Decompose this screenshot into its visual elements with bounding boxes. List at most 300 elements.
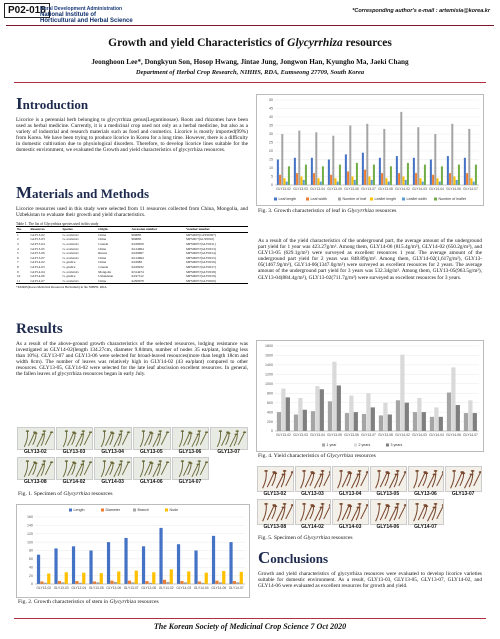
bar — [434, 134, 436, 185]
bar — [187, 571, 190, 584]
table-cell: China — [98, 278, 107, 283]
institute-logo — [40, 6, 133, 24]
bar — [369, 177, 371, 186]
results-section — [16, 321, 248, 378]
x-tick-label: GLY13-08 — [378, 433, 393, 437]
table-cell: MPS000??(GLY0020) — [186, 278, 216, 283]
bar — [240, 572, 243, 584]
specimen-photo — [210, 427, 248, 450]
x-tick-label: GLY13-04 — [71, 586, 87, 590]
fig4-caption-italic: Glycyrrhiza — [326, 453, 354, 459]
bar — [458, 165, 460, 185]
bar — [315, 132, 317, 185]
table-cell: 7 — [17, 260, 19, 265]
fig1-caption-suffix: resources — [90, 491, 113, 497]
conclusions-rest: onclusions — [270, 551, 329, 566]
legend-swatch — [434, 198, 437, 201]
y-tick-label: 1400 — [265, 363, 273, 368]
table-cell: 8 — [17, 264, 19, 269]
intro-cap: I — [16, 94, 23, 113]
bar — [464, 413, 468, 431]
fig2-chart-panel — [16, 504, 250, 598]
bar — [286, 397, 290, 431]
bar — [145, 581, 148, 584]
y-tick-label: 1600 — [265, 353, 273, 358]
bar — [422, 412, 426, 431]
y-tick-label: 1000 — [265, 381, 273, 386]
bar — [430, 160, 432, 186]
table-cell: GLY14-07 — [30, 278, 45, 283]
table-cell: China — [98, 232, 107, 237]
table-caption: Table 1. The list of Glycyrrhiza species used in this study — [16, 222, 99, 227]
y-tick-label: 50 — [269, 98, 273, 103]
table-cell: 969685 — [131, 232, 142, 237]
bar — [403, 177, 405, 186]
bar — [386, 178, 388, 185]
table-cell: GLY13-03 — [30, 237, 45, 242]
bar — [473, 413, 477, 431]
bar — [318, 178, 320, 185]
bar — [184, 582, 187, 584]
methods-cap: M — [16, 183, 33, 202]
table-cell: 10 — [17, 274, 21, 279]
table-header-cell: Resources — [30, 227, 45, 232]
bar — [311, 158, 313, 185]
introduction-heading — [16, 94, 248, 114]
x-tick-label: GLY13-02 — [36, 586, 52, 590]
bar — [356, 163, 358, 185]
title-suffix: resources — [342, 37, 392, 49]
table-cell: China — [98, 255, 107, 260]
legend-swatch — [354, 444, 357, 447]
x-tick-label: GLY14-07 — [463, 187, 478, 191]
org-line-3: Horticultural and Herbal Science — [40, 18, 133, 24]
specimen-photo — [295, 466, 332, 492]
table-cell: China — [98, 260, 107, 265]
x-tick-label: GLY14-03 — [176, 586, 192, 590]
y-tick-label: 140 — [27, 523, 33, 528]
table-cell: G. glabra — [62, 264, 76, 269]
fig2-chart — [17, 505, 249, 597]
bar — [305, 165, 307, 185]
table-cell: Uzbekistan — [98, 274, 114, 279]
x-tick-label: GLY13-08 — [378, 187, 393, 191]
bar — [322, 166, 324, 185]
methods-heading — [16, 183, 248, 203]
bar — [298, 398, 302, 431]
bar — [328, 401, 332, 431]
bar — [166, 582, 169, 584]
fig2-caption — [18, 599, 159, 605]
bar — [430, 417, 434, 431]
bar — [396, 400, 400, 431]
fig5-caption-suffix: resources — [330, 535, 353, 541]
table-cell: K169959 — [131, 241, 144, 246]
bar — [277, 412, 281, 431]
bar — [114, 582, 117, 584]
bar — [415, 173, 417, 185]
x-tick-label: GLY13-02 — [276, 187, 291, 191]
bar — [288, 166, 290, 185]
legend-label: Leaflet length — [374, 197, 397, 201]
table-cell: GLY13-05 — [30, 246, 45, 251]
bar — [337, 182, 339, 185]
bar — [298, 131, 300, 185]
legend-label: Leaf width — [310, 197, 327, 201]
table-cell: K169932 — [131, 264, 144, 269]
fig5-specimen-grid — [256, 466, 482, 532]
x-tick-label: GLY13-07 — [361, 433, 376, 437]
bar — [286, 182, 288, 185]
bar — [337, 385, 341, 431]
bar — [456, 405, 460, 431]
bar — [170, 569, 173, 584]
table-cell: G. uralensis — [62, 246, 79, 251]
table-cell: Canada — [98, 264, 109, 269]
x-tick-label: GLY13-05 — [327, 433, 342, 437]
bar — [72, 546, 75, 584]
y-tick-label: 400 — [267, 410, 273, 415]
bar — [420, 178, 422, 185]
specimen-label: GLY13-07 — [451, 491, 475, 497]
x-tick-label: GLY13-03 — [53, 586, 69, 590]
bar — [40, 581, 43, 584]
specimen-label: GLY13-06 — [414, 491, 437, 497]
fig3-chart-panel — [256, 94, 484, 206]
table-header-cell: No. — [17, 227, 22, 232]
fig4-chart — [257, 341, 483, 451]
bar — [473, 182, 475, 185]
bar — [124, 538, 127, 584]
bar — [301, 177, 303, 186]
bar — [456, 180, 458, 185]
bar — [89, 551, 92, 585]
table-cell: K16982 — [131, 260, 143, 265]
fig1-caption — [18, 491, 113, 497]
x-tick-label: GLY14-06 — [446, 433, 461, 437]
bar — [320, 389, 324, 431]
specimen-label: GLY13-08 — [24, 479, 47, 485]
bar — [229, 542, 232, 584]
fig4-chart-panel — [256, 340, 484, 452]
x-tick-label: GLY14-06 — [446, 187, 461, 191]
x-tick-label: GLY13-04 — [310, 187, 325, 191]
y-tick-label: 0 — [31, 582, 33, 587]
y-tick-label: 25 — [269, 140, 273, 145]
y-tick-label: 800 — [267, 391, 273, 396]
legend-label: 2 years — [358, 443, 371, 447]
bar — [58, 581, 61, 584]
corresponding-author: *Corresponding author's e-mail : artemisia@korea.kr — [352, 8, 490, 14]
table-header-cell: Species — [62, 227, 73, 232]
bar — [215, 581, 218, 584]
bar — [61, 582, 64, 584]
bar — [390, 166, 392, 185]
table-cell: K197312 — [131, 274, 144, 279]
affiliation: Department of Herbal Crop Research, NIHHS, RDA, Eumseong 27709, South Korea — [135, 69, 365, 76]
table-cell: China — [98, 246, 107, 251]
legend-label: Number of leaflet — [438, 197, 466, 201]
legend-label: Node — [169, 508, 179, 512]
table-cell: G. uralensis — [62, 237, 79, 242]
table-cell: MPS000??(GLY0013) — [186, 246, 216, 251]
bar — [296, 173, 298, 185]
x-tick-label: GLY13-05 — [327, 187, 342, 191]
conclusions-cap: C — [258, 548, 271, 567]
bar — [277, 160, 279, 186]
fig2-caption-prefix: Fig. 2. Growth characteristics of stem in — [18, 599, 110, 605]
specimen-photo — [332, 466, 369, 492]
table-cell: GLY14-06 — [30, 274, 45, 279]
table-cell: K299978 — [131, 278, 144, 283]
table-cell: GLY13-04 — [30, 241, 45, 246]
bar — [349, 396, 353, 431]
table-cell: MPS000??(GLY0018) — [186, 269, 216, 274]
conclusions-heading — [258, 548, 482, 568]
y-tick-label: 20 — [269, 149, 273, 154]
specimen-photo — [257, 499, 294, 525]
bar — [117, 571, 120, 584]
table-cell: K314474 — [131, 269, 144, 274]
legend-swatch — [69, 509, 72, 512]
bar — [82, 573, 85, 584]
x-tick-label: GLY14-04 — [193, 586, 209, 590]
bar — [198, 581, 201, 584]
specimen-label: GLY13-02 — [263, 491, 287, 497]
bar — [354, 412, 358, 431]
table-cell: GLY13-06 — [30, 251, 45, 256]
y-tick-label: 80 — [29, 548, 33, 553]
intro-rest: ntroduction — [22, 97, 89, 112]
x-tick-label: GLY14-06 — [211, 586, 227, 590]
bar — [417, 127, 419, 185]
x-tick-label: GLY13-03 — [293, 187, 308, 191]
title-prefix: Growth and yield Characteristics of — [108, 37, 288, 49]
specimen-photo — [257, 466, 294, 492]
bar — [362, 153, 364, 185]
bar — [371, 407, 375, 431]
bar — [339, 165, 341, 185]
table-cell: G. uralensis — [62, 251, 79, 256]
specimen-photo — [370, 499, 407, 525]
specimen-photo — [408, 499, 445, 525]
legend-swatch — [133, 509, 136, 512]
bar — [451, 124, 453, 185]
table-cell: GLY14-04 — [30, 269, 45, 274]
bar — [362, 414, 366, 431]
x-tick-label: GLY14-02 — [395, 433, 410, 437]
introduction-text: Licorice is a perennial herb belonging to glycyrrhiza genus(Leguminosae). Roots and rhizomes have been used as herbal medicine. Currently, it is a medicinal crop used not only as a herbal medicine, but also as a variety of industrial and research materials such as food and cosmetics. Licorice is mostly imported(99%) from Korea. We have been trying to produce licorice in Korea for a long time. However, there is a difficulty in domestic cultivation due to physiological disorders. Therefore, to develop licorice lines suitable for the domestic environment, we evaluated the Growth and yield characteristics of glycyrrhiza resources. — [16, 117, 248, 154]
bar — [437, 178, 439, 185]
table-cell: GLY14-02 — [30, 260, 45, 265]
table-cell: Canada — [98, 241, 109, 246]
specimen-photo — [172, 457, 210, 480]
table-cell: GLY14-03 — [30, 264, 45, 269]
bar — [236, 582, 239, 584]
table-cell: G. glabra — [62, 274, 76, 279]
methods-text: Licorice resources used in this study were selected from 11 resources collected from China, Mongolia, and Uzbekistan to evaluate their growth and yield characteristics. — [16, 206, 248, 219]
poster-id: P02-018 — [4, 3, 50, 18]
bar — [294, 158, 296, 185]
y-tick-label: 5 — [271, 174, 273, 179]
y-tick-label: 1800 — [265, 344, 273, 349]
bar — [468, 400, 472, 431]
results-heading: Results — [16, 321, 63, 337]
legend-swatch — [274, 198, 277, 201]
x-tick-label: GLY13-08 — [141, 586, 157, 590]
legend-label: Length — [73, 508, 85, 512]
table-cell: K124694 — [131, 246, 144, 251]
x-tick-label: GLY14-03 — [412, 187, 427, 191]
specimen-photo — [17, 457, 55, 480]
bar — [424, 165, 426, 185]
bar — [194, 551, 197, 585]
table-cell: 1 — [17, 232, 19, 237]
bar — [163, 580, 166, 584]
y-tick-label: 160 — [27, 515, 33, 520]
specimen-photo — [370, 466, 407, 492]
y-tick-label: 200 — [267, 419, 273, 424]
bar — [447, 156, 449, 185]
bar — [281, 134, 283, 185]
legend-swatch — [306, 198, 309, 201]
y-tick-label: 60 — [29, 557, 33, 562]
legend-label: Number of leaf — [342, 197, 367, 201]
table-cell: G. glabra — [62, 260, 76, 265]
conclusions-text: Growth and yield characteristics of glycyrrhiza resources were evaluated to develop licorice varieties suitable for domestic environment. As a result, GLY13-03, GLY13-05, GLY13-07, GLY14-02, and GLY14-06 were evaluated as excellent resources for growth and yield. — [258, 571, 482, 590]
yield-text: As a result of the yield characteristics of the underground part, the average amount of the underground part yield for 1 year was 423.27g/m². Among them, GLY14-06 (815.4g/m²), GLY14-02 (650.2g/m²), and GLY13-05 (629.1g/m²) were surveyed as excellent resources 1 year. The average amount of the underground part yield for 2 years was 848.89g/m². Among them, GLY14-02(1,617g/m²), GLY13-05(1467.9g/m²), GLY14-06(1347.0g/m²) were surveyed as excellent resources for 2 years. The average amount of the underground part yield for 3 years was 532.34g/m². Among them, GLY13-05(963.5g/m²), GLY13-04(884.4g/m²), GLY13-02(711.7g/m²) were surveyed as excellent resources for 3 years. — [258, 238, 482, 281]
bar — [371, 180, 373, 185]
bar — [303, 410, 307, 431]
bar — [107, 542, 110, 584]
table-cell: 6 — [17, 255, 19, 260]
bar — [396, 156, 398, 185]
bar — [135, 571, 138, 584]
specimen-photo — [172, 427, 210, 450]
table-cell: GLY13-07 — [30, 255, 45, 260]
title-divider — [14, 82, 486, 83]
legend-label: Leaf length — [278, 197, 297, 201]
fig5-caption-italic: Glycyrrhiza — [303, 535, 330, 541]
table-cell: China — [98, 237, 107, 242]
bar — [364, 170, 366, 185]
y-tick-label: 600 — [267, 400, 273, 405]
bar — [320, 182, 322, 185]
bar — [142, 546, 145, 584]
legend-swatch — [322, 444, 325, 447]
bar — [454, 177, 456, 186]
bar — [379, 158, 381, 185]
org-line-1: Rural Development Administration — [40, 6, 123, 12]
specimen-label: GLY13-03 — [301, 491, 324, 497]
legend-swatch — [386, 444, 389, 447]
bar — [65, 572, 68, 584]
bar — [345, 413, 349, 431]
bar — [93, 581, 96, 584]
table-header-cell: Origin — [98, 227, 108, 232]
fig5-caption-prefix: Fig. 5. Specimen of — [258, 535, 304, 541]
poster-title — [0, 37, 500, 49]
fig3-chart — [257, 95, 483, 205]
x-tick-label: GLY13-03 — [293, 433, 308, 437]
bar — [37, 555, 40, 584]
specimen-label: GLY13-04 — [338, 491, 362, 497]
table-cell: G. uralensis — [62, 241, 79, 246]
specimen-photo — [17, 427, 55, 450]
x-tick-label: GLY14-02 — [158, 586, 174, 590]
table-cell: MPS000??(GLY0019) — [186, 274, 216, 279]
legend-swatch — [101, 509, 104, 512]
bar — [379, 415, 383, 431]
bar — [96, 582, 99, 584]
legend-swatch — [402, 198, 405, 201]
fig3-caption-italic: Glycyrrhiza — [347, 208, 374, 214]
bar — [439, 417, 443, 431]
bar — [328, 160, 330, 186]
bar — [352, 177, 354, 186]
specimen-photo — [133, 457, 171, 480]
bar — [464, 158, 466, 185]
bar — [332, 362, 336, 431]
legend-label: Leaflet width — [406, 197, 427, 201]
table-cell: K124694 — [131, 255, 144, 260]
table-cell: 2 — [17, 237, 19, 242]
y-tick-label: 0 — [271, 429, 273, 434]
specimen-photo — [332, 499, 369, 525]
x-tick-label: GLY13-05 — [88, 586, 104, 590]
table-cell: G. uralensis — [62, 232, 79, 237]
table-cell: K169997 — [131, 251, 144, 256]
bar — [439, 182, 441, 185]
bar — [47, 574, 50, 584]
x-tick-label: GLY14-07 — [463, 433, 478, 437]
conclusions-section — [258, 548, 482, 589]
fig1-caption-prefix: Fig. 1. Specimen of — [18, 491, 64, 497]
legend-label: 3 years — [390, 443, 403, 447]
results-text: As a result of the above-ground growth characteristics of the selected resources, lodging resistance was investigated as GLY14-02(length 134.27cm, diameter 9.84mm, number of nodes 35 ea/plant, lodging less than 10%). GLY13-07 and GLY13-06 were selected for broad-leaved resources(more than length 18cm and width 8cm). The number of leaves was relatively high in GLY14-02 (43 ea/plant) compared to other resources. GLY13-05, GLY14-02 were selected for the late leaf abscission excellent resources. In general, the fallen leaves of glycyrrhiza resources began in early July. — [16, 341, 248, 378]
specimen-label: GLY13-07 — [217, 449, 240, 455]
legend-swatch — [370, 198, 373, 201]
fig1-specimen-grid — [16, 427, 248, 487]
specimen-photo — [408, 466, 445, 492]
bar — [466, 173, 468, 185]
specimen-label: GLY14-06 — [376, 524, 400, 530]
bar — [180, 581, 183, 584]
bar — [177, 544, 180, 584]
specimen-photo — [295, 499, 332, 525]
bar — [284, 178, 286, 185]
bar — [441, 166, 443, 185]
introduction-section — [16, 94, 248, 154]
table-cell: 3 — [17, 241, 19, 246]
top-divider — [6, 25, 494, 26]
x-tick-label: GLY13-06 — [106, 586, 122, 590]
table-cell: MPS00??(GLY0010) — [186, 237, 215, 242]
bar — [388, 182, 390, 185]
fig1-caption-italic: Glycyrrhiza — [63, 491, 90, 497]
x-tick-label: GLY13-07 — [123, 586, 139, 590]
bar — [311, 411, 315, 431]
y-tick-label: 15 — [269, 157, 273, 162]
table-cell: MPS000?(GLY0009*) — [186, 232, 216, 237]
fig4-caption-suffix: resources — [353, 453, 376, 459]
table-cell: G. uralensis — [62, 255, 79, 260]
bar — [332, 136, 334, 185]
specimen-photo — [94, 427, 132, 450]
specimen-photo — [56, 427, 94, 450]
specimen-label: GLY14-07 — [178, 479, 202, 485]
fig2-caption-suffix: resources — [136, 599, 159, 605]
